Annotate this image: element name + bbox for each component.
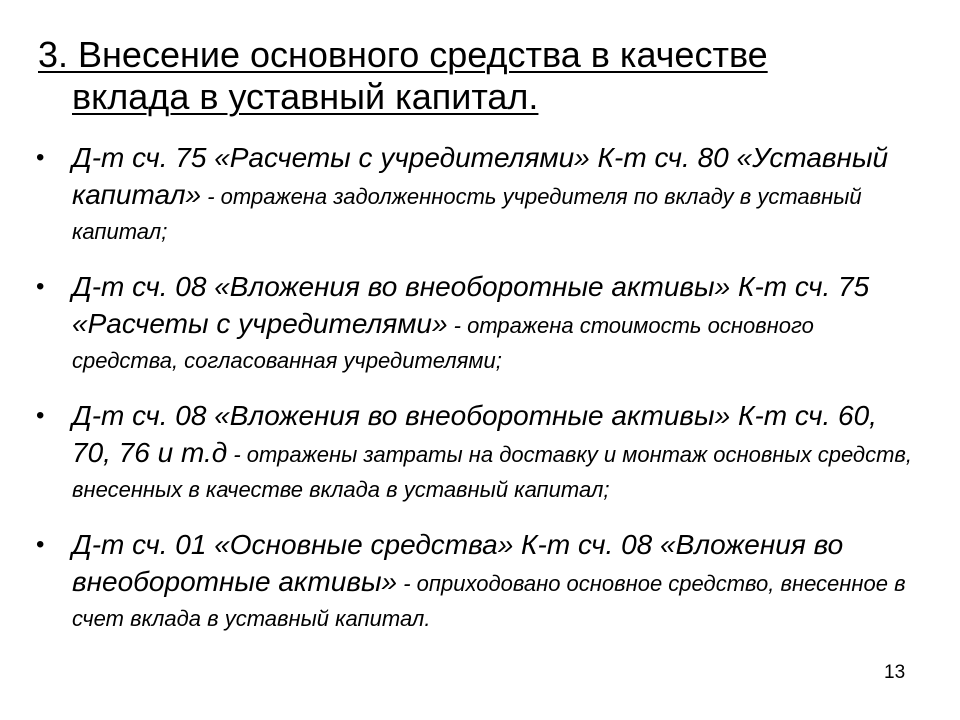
entry-description: - отражена задолженность учредителя по вкладу в уставный капитал;	[72, 184, 862, 244]
slide-title-line-1: 3. Внесение основного средства в качестве	[38, 34, 768, 75]
entry-description: - отражены затраты на доставку и монтаж основных средств, внесенных в качестве вклада в уставный капитал;	[72, 442, 913, 502]
bullet-icon: •	[36, 144, 45, 171]
bullet-icon: •	[36, 273, 45, 300]
accounting-entry: Д-т сч. 08 «Вложения во внеоборотные активы» К-т сч. 75 «Расчеты с учредителями»	[72, 271, 870, 339]
accounting-entry: Д-т сч. 01 «Основные средства» К-т сч. 08 «Вложения во внеоборотные активы»	[72, 529, 844, 597]
slide-title-line-2: вклада в уставный капитал.	[72, 76, 539, 117]
entry-description: - оприходовано основное средство, внесенное в счет вклада в уставный капитал.	[72, 571, 906, 631]
accounting-entry: Д-т сч. 75 «Расчеты с учредителями» К-т сч. 80 «Уставный капитал»	[72, 142, 889, 210]
slide-title	[38, 34, 898, 118]
bullet-icon: •	[36, 531, 45, 558]
list-item	[36, 529, 916, 638]
accounting-entry: Д-т сч. 08 «Вложения во внеоборотные активы» К-т сч. 60, 70, 76 и т.д	[72, 400, 877, 468]
bullet-icon: •	[36, 402, 45, 429]
page-number: 13	[884, 662, 906, 683]
list-item	[36, 142, 916, 251]
entry-description: - отражена стоимость основного средства, согласованная учредителями;	[72, 313, 814, 373]
bullet-list	[36, 142, 916, 658]
list-item	[36, 271, 916, 380]
list-item	[36, 400, 916, 509]
